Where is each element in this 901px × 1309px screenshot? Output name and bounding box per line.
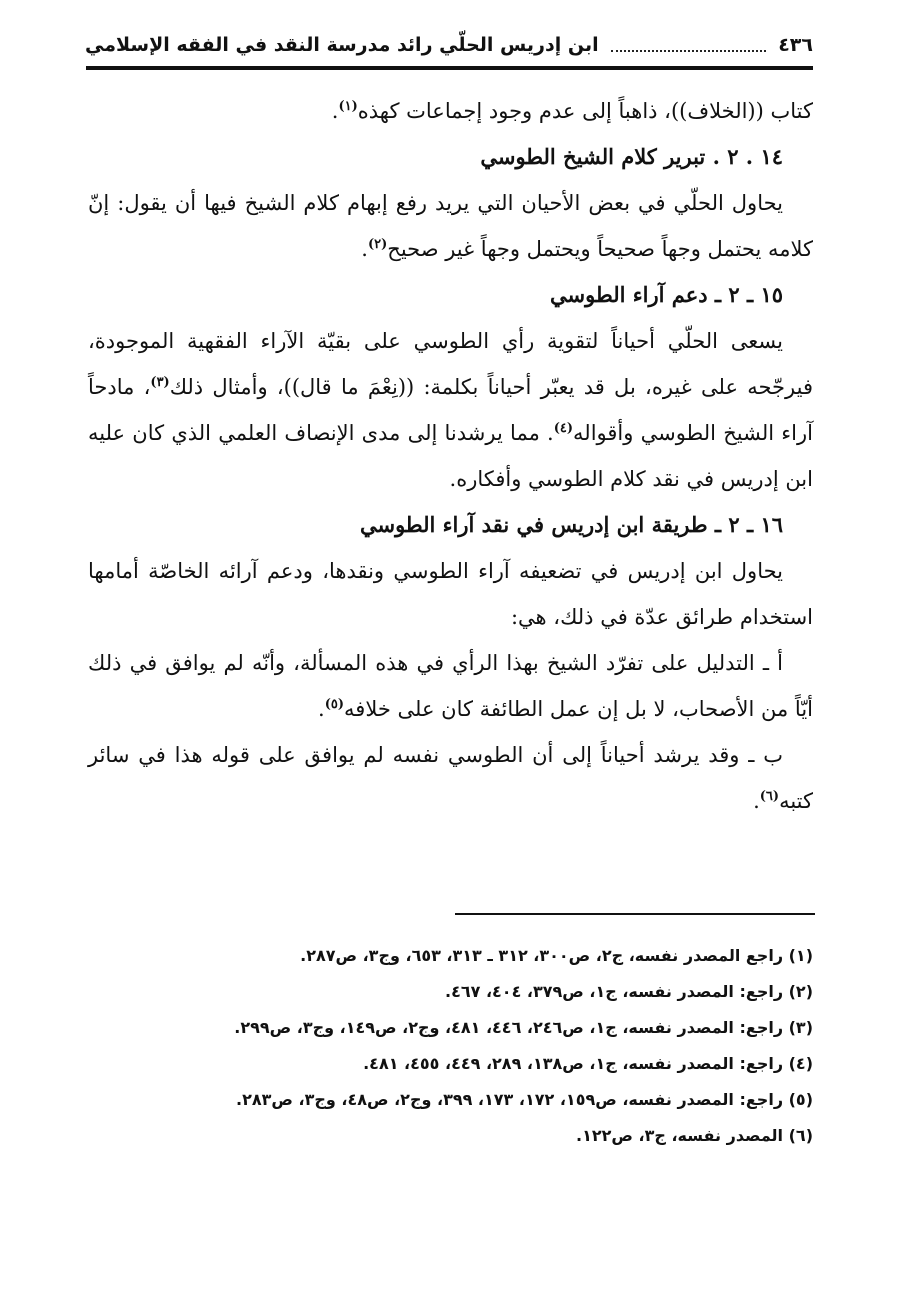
list-item-alif <box>88 640 813 732</box>
section-heading-15: ١٥ ـ ٢ ـ دعم آراء الطوسي <box>550 282 783 307</box>
paragraph-end: . <box>361 237 368 261</box>
footnote-marker: (٤) <box>553 421 574 436</box>
body-text <box>88 88 813 824</box>
paragraph-continuation <box>88 88 813 134</box>
header-rule <box>86 66 813 70</box>
footnote-3: (٣) راجع: المصدر نفسه، ج١، ص٢٤٦، ٤٤٦، ٤٨١، وج٢، ص١٤٩، وج٣، ص٢٩٩. <box>234 1018 813 1037</box>
running-title: ابن إدريس الحلّي رائد مدرسة النقد في الفقه الإسلامي <box>85 34 599 56</box>
footnote-marker: (٥) <box>324 697 345 712</box>
paragraph-end: . <box>318 697 325 721</box>
page-number: ٤٣٦ <box>778 34 813 56</box>
paragraph <box>88 318 813 502</box>
section-heading-14: ١٤ . ٢ . تبرير كلام الشيخ الطوسي <box>480 144 783 169</box>
dotted-leader <box>611 38 767 52</box>
paragraph-text: . مما يرشدنا إلى مدى الإنصاف العلمي الذي كان عليه ابن إدريس في نقد كلام الطوسي وأفكاره. <box>88 421 813 491</box>
footnotes <box>88 938 813 1154</box>
paragraph-end: . <box>753 789 760 813</box>
paragraph-text: ب ـ وقد يرشد أحياناً إلى أن الطوسي نفسه لم يوافق على قوله هذا في سائر كتبه <box>88 743 813 813</box>
footnote-2: (٢) راجع: المصدر نفسه، ج١، ص٣٧٩، ٤٠٤، ٤٦٧. <box>445 982 813 1001</box>
list-item-ba <box>88 732 813 824</box>
paragraph-text: ، مادحاً آراء الشيخ الطوسي وأقواله <box>88 375 813 445</box>
footnote-6: (٦) المصدر نفسه، ج٣، ص١٢٢. <box>576 1126 813 1145</box>
footnote-separator <box>455 913 815 915</box>
paragraph-end: . <box>331 99 339 123</box>
footnote-1: (١) راجع المصدر نفسه، ج٢، ص٣٠٠، ٣١٢ ـ ٣١٣، ٦٥٣، وج٣، ص٢٨٧. <box>300 946 813 965</box>
footnote-5: (٥) راجع: المصدر نفسه، ص١٥٩، ١٧٢، ١٧٣، ٣٩٩، وج٢، ص٤٨، وج٣، ص٢٨٣. <box>236 1090 813 1109</box>
footnote-marker: (٢) <box>367 237 388 252</box>
footnote-marker: (٣) <box>150 375 170 390</box>
paragraph-text: كتاب ((الخلاف))، ذاهباً إلى عدم وجود إجماعات كهذه <box>357 99 813 123</box>
footnote-marker: (٦) <box>759 789 780 804</box>
paragraph-text: يحاول الحلّي في بعض الأحيان التي يريد رفع إبهام كلام الشيخ فيها أن يقول: إنّ كلامه يحتمل وجهاً صحيحاً ويحتمل وجهاً غير صحيح <box>88 191 813 261</box>
paragraph-text: يسعى الحلّي أحياناً لتقوية رأي الطوسي على بقيّة الآراء الفقهية الموجودة، فيرجّحه على غيره، بل قد يعبّر أحياناً بكلمة: ((نِعْمَ ما قال))، وأمثال ذلك <box>88 329 813 399</box>
paragraph <box>88 180 813 272</box>
footnote-marker: (١) <box>338 99 358 114</box>
section-heading-16: ١٦ ـ ٢ ـ طريقة ابن إدريس في نقد آراء الطوسي <box>359 512 783 537</box>
paragraph-text: أ ـ التدليل على تفرّد الشيخ بهذا الرأي في هذه المسألة، وأنّه لم يوافق في ذلك أيّاً من الأصحاب، لا بل إن عمل الطائفة كان على خلافه <box>88 651 813 721</box>
paragraph: يحاول ابن إدريس في تضعيفه آراء الطوسي ونقدها، ودعم آرائه الخاصّة أمامها استخدام طرائق عدّة في ذلك، هي: <box>88 559 813 629</box>
running-header <box>85 28 813 62</box>
footnote-4: (٤) راجع: المصدر نفسه، ج١، ص١٣٨، ٢٨٩، ٤٤٩، ٤٥٥، ٤٨١. <box>363 1054 813 1073</box>
